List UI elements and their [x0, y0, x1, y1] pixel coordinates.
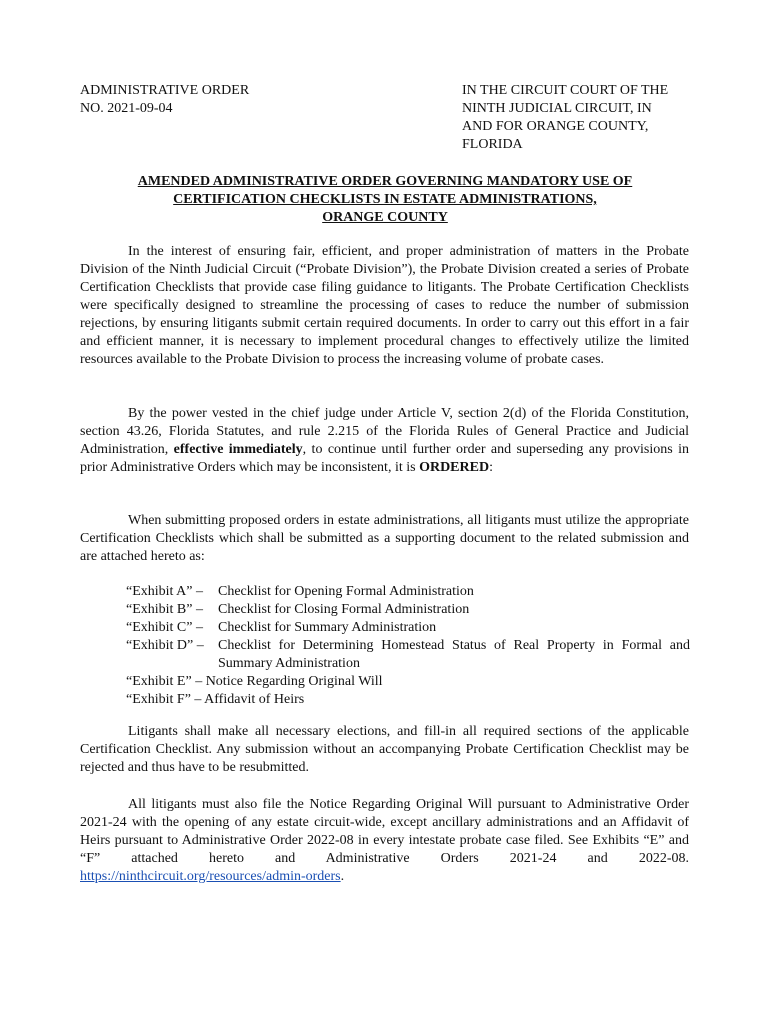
exhibit-description — [383, 673, 690, 691]
exhibit-item — [126, 619, 690, 637]
colon: : — [489, 460, 493, 475]
court-caption-line: FLORIDA — [462, 137, 523, 152]
exhibit-description: Checklist for Determining Homestead Status of Real Property in Formal and Summary Administration — [218, 638, 690, 671]
exhibit-description: Checklist for Closing Formal Administration — [218, 602, 470, 617]
exhibit-description: Checklist for Summary Administration — [218, 620, 437, 635]
exhibit-label: “Exhibit F” – Affidavit of Heirs — [126, 692, 305, 707]
title-line: CERTIFICATION CHECKLISTS IN ESTATE ADMINISTRATIONS, — [173, 192, 597, 207]
title-line: ORANGE COUNTY — [322, 210, 448, 225]
exhibit-label: “Exhibit A” – — [126, 584, 203, 599]
exhibit-label: “Exhibit C” – — [126, 620, 203, 635]
paragraph-submission: When submitting proposed orders in estate administrations, all litigants must utilize the appropriate Certification Checklists which shall be submitted as a supporting document to the related submission and are attached hereto as: — [80, 513, 689, 564]
paragraph-notice — [80, 796, 689, 886]
exhibit-item — [126, 601, 690, 619]
order-number-block — [80, 82, 340, 118]
paragraph-intro: In the interest of ensuring fair, efficient, and proper administration of matters in the Probate Division of the Ninth Judicial Circuit (“Probate Division”), the Probate Division created a series of Probate Certification Checklists that provide case filing guidance to litigants. The Probate Certification Checklists were specifically designed to streamline the processing of cases to reduce the number of submission rejections, by ensuring litigants submit certain required documents. In order to carry out this effort in a fair and efficient manner, it is necessary to implement procedural changes to effectively utilize the limited resources available to the Probate Division to process the increasing volume of probate cases. — [80, 244, 689, 367]
paragraph-authority — [80, 405, 689, 477]
effective-immediately: effective immediately — [173, 442, 303, 457]
admin-orders-link[interactable]: https://ninthcircuit.org/resources/admin-orders — [80, 869, 341, 884]
order-label: ADMINISTRATIVE ORDER — [80, 83, 250, 98]
order-number: NO. 2021-09-04 — [80, 101, 173, 116]
exhibit-item — [126, 691, 690, 709]
title-line: AMENDED ADMINISTRATIVE ORDER GOVERNING MANDATORY USE OF — [137, 174, 633, 189]
exhibit-item — [126, 583, 690, 601]
court-caption-line: NINTH JUDICIAL CIRCUIT, IN — [462, 101, 652, 116]
exhibit-label: “Exhibit D” – — [126, 638, 204, 653]
notice-text: All litigants must also file the Notice Regarding Original Will pursuant to Administrative Order 2021-24 with the opening of any estate circuit-wide, except ancillary administrations and an Affidavit of Heirs pursuant to Administrative Order 2022-08 in every intestate probate case filed. See Exhibits “E” and “F” attached hereto and Administrative Orders 2021-24 and 2022-08. — [80, 797, 689, 866]
exhibit-description — [304, 691, 690, 709]
exhibit-item — [126, 673, 690, 691]
authority-text-cont: , to continue until further order and superseding any provisions in prior Administrative Orders which may be inconsistent, it is — [80, 442, 689, 475]
ordered-label: ORDERED — [419, 460, 490, 475]
exhibit-list — [126, 583, 690, 709]
paragraph-elections: Litigants shall make all necessary elections, and fill-in all required sections of the applicable Certification Checklist. Any submission without an accompanying Probate Certification Checklist may be rejected and thus have to be resubmitted. — [80, 724, 689, 775]
exhibit-label: “Exhibit B” – — [126, 602, 203, 617]
court-caption-line: AND FOR ORANGE COUNTY, — [462, 119, 649, 134]
exhibit-item — [126, 637, 690, 673]
exhibit-description: Checklist for Opening Formal Administration — [218, 584, 474, 599]
exhibit-label: “Exhibit E” – Notice Regarding Original Will — [126, 674, 383, 689]
court-caption-line: IN THE CIRCUIT COURT OF THE — [462, 83, 669, 98]
document-title — [80, 173, 690, 227]
court-caption — [462, 82, 702, 154]
period: . — [340, 869, 345, 884]
authority-text: By the power vested in the chief judge under Article V, section 2(d) of the Florida Constitution, section 43.26, Florida Statutes, and rule 2.215 of the Florida Rules of General Practice and Judicial Administration, — [80, 406, 689, 457]
